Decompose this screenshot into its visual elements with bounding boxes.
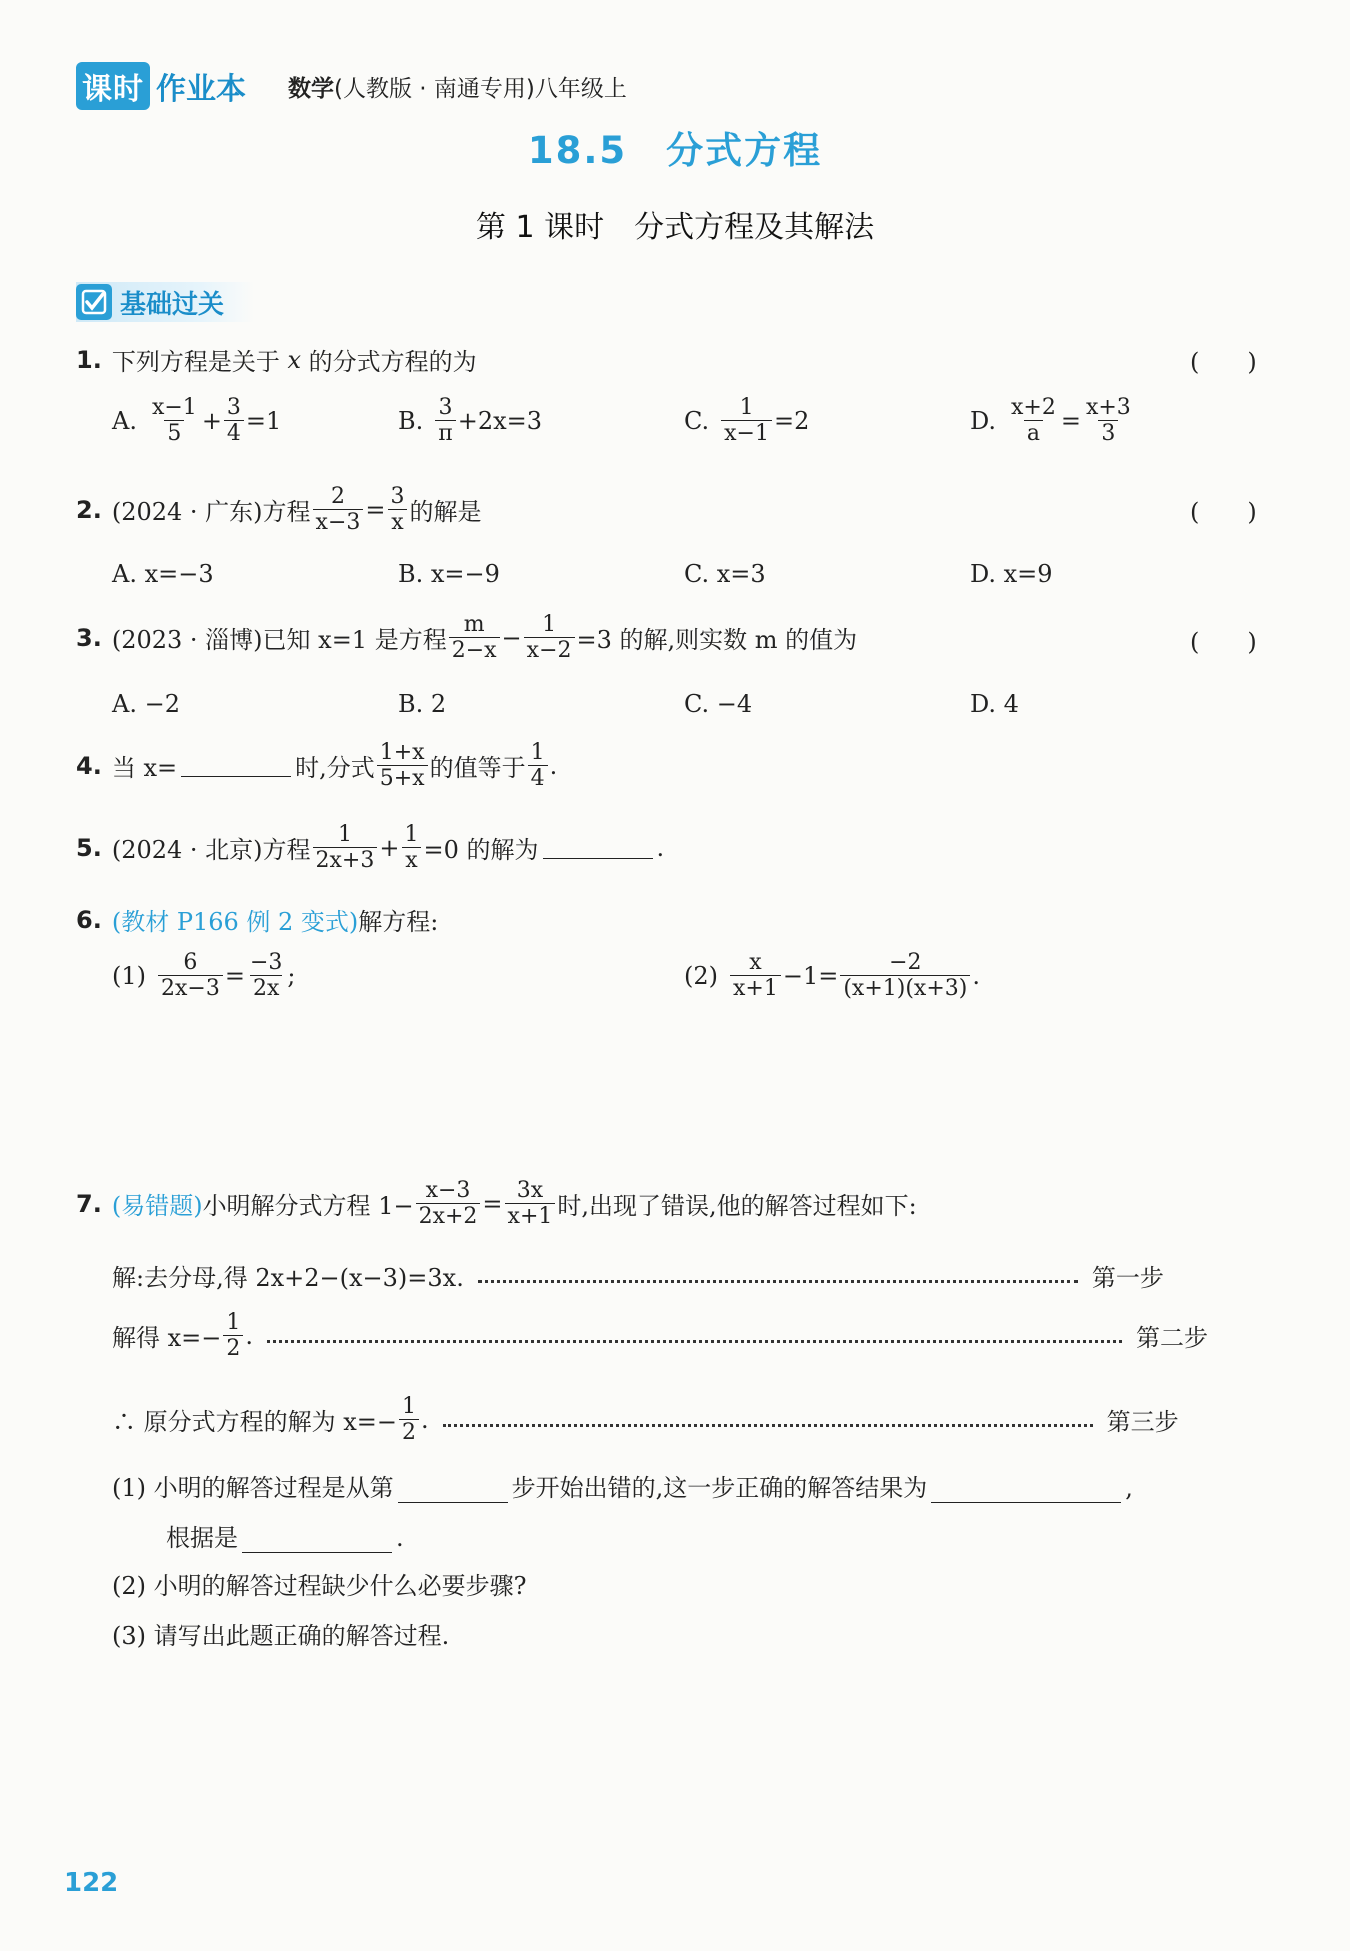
denominator: 2x+3 bbox=[313, 847, 378, 873]
subquestion-7-2: (2) 小明的解答过程缺少什么必要步骤? bbox=[112, 1572, 527, 1600]
solution-step-3 bbox=[112, 1394, 1179, 1446]
option-label: A. bbox=[112, 406, 137, 435]
question-2 bbox=[76, 484, 481, 536]
operator: = bbox=[1060, 406, 1081, 435]
fraction bbox=[524, 612, 575, 664]
denominator: 4 bbox=[528, 765, 548, 791]
question-text: 小明解分式方程 1− bbox=[202, 1192, 414, 1221]
answer-blank[interactable] bbox=[543, 836, 653, 859]
leader-dots bbox=[478, 1280, 1078, 1283]
question-source: (2024 · 北京) bbox=[111, 836, 263, 865]
solution-step-1 bbox=[112, 1258, 1164, 1293]
question-number: 7. bbox=[76, 1189, 102, 1218]
question-text: 方程 bbox=[262, 836, 311, 865]
option-label: D. bbox=[970, 406, 997, 435]
option-c: C. x=3 bbox=[684, 560, 766, 588]
operator: + bbox=[201, 406, 222, 435]
denominator: 2x+2 bbox=[416, 1203, 481, 1229]
variable: x bbox=[287, 345, 302, 374]
fraction bbox=[158, 950, 223, 1002]
subject-rest: (人教版 · 南通专用)八年级上 bbox=[334, 76, 627, 102]
operator: + bbox=[379, 833, 400, 862]
numerator: x+2 bbox=[1011, 395, 1056, 420]
question-number: 4. bbox=[76, 751, 102, 780]
question-text: =0 的解为 bbox=[423, 836, 539, 865]
sub-label: (2) bbox=[684, 961, 718, 990]
denominator: π bbox=[435, 420, 455, 446]
numerator: 6 bbox=[183, 950, 198, 975]
fraction bbox=[505, 1178, 556, 1230]
answer-blank[interactable] bbox=[931, 1480, 1121, 1503]
question-6 bbox=[76, 902, 438, 937]
question-source: (2023 · 淄博) bbox=[111, 626, 263, 655]
numerator: m bbox=[463, 612, 485, 637]
denominator: 2−x bbox=[449, 637, 500, 663]
option-a bbox=[112, 395, 281, 447]
punctuation: . bbox=[396, 1524, 404, 1552]
denominator: x−3 bbox=[313, 509, 364, 535]
numerator: 3 bbox=[226, 395, 241, 420]
numerator: 1 bbox=[226, 1310, 241, 1335]
denominator: x bbox=[402, 847, 420, 873]
numerator: x+3 bbox=[1085, 395, 1131, 420]
question-3 bbox=[76, 612, 857, 664]
leader-dots bbox=[443, 1424, 1093, 1427]
operator: −1= bbox=[782, 961, 839, 990]
solution-step-2 bbox=[112, 1310, 1208, 1362]
question-text: 当 x= bbox=[111, 754, 178, 783]
punctuation: . bbox=[549, 751, 558, 780]
punctuation: . bbox=[421, 1405, 429, 1434]
numerator: 1 bbox=[404, 822, 419, 847]
answer-paren: ( ) bbox=[1190, 348, 1257, 376]
denominator: 5 bbox=[164, 420, 184, 446]
option-label: B. bbox=[398, 406, 424, 435]
numerator: 3 bbox=[390, 484, 405, 509]
fraction bbox=[149, 395, 200, 447]
denominator: x−2 bbox=[524, 637, 575, 663]
question-text: 下列方程是关于 bbox=[111, 348, 280, 376]
option-a: A. x=−3 bbox=[112, 560, 214, 588]
denominator: x+1 bbox=[505, 1203, 556, 1229]
question-4 bbox=[76, 740, 557, 792]
numerator: 1 bbox=[402, 1394, 417, 1419]
question-source: (易错题) bbox=[111, 1192, 203, 1221]
answer-blank[interactable] bbox=[242, 1530, 392, 1553]
numerator: 3x bbox=[516, 1178, 544, 1203]
fraction bbox=[313, 484, 364, 536]
question-text: 已知 x=1 是方程 bbox=[262, 626, 447, 655]
brand-logo bbox=[76, 62, 246, 110]
question-text: 的解是 bbox=[409, 498, 482, 527]
denominator: x−1 bbox=[721, 420, 772, 446]
step-text: ∴ 原分式方程的解为 x=− bbox=[112, 1408, 398, 1437]
leader-dots bbox=[267, 1340, 1122, 1343]
step-text: 解:去分母,得 2x+2−(x−3)=3x. bbox=[112, 1264, 464, 1292]
fraction bbox=[435, 395, 455, 447]
fraction bbox=[401, 822, 421, 874]
question-text: 方程 bbox=[262, 498, 311, 527]
option-a: A. −2 bbox=[112, 690, 180, 718]
denominator: x bbox=[388, 509, 406, 535]
subquestion-1 bbox=[112, 950, 295, 1002]
operator: = bbox=[482, 1189, 503, 1218]
option-d: D. 4 bbox=[970, 690, 1019, 718]
option-rest: +2x=3 bbox=[457, 406, 543, 435]
answer-paren: ( ) bbox=[1190, 628, 1257, 656]
option-c bbox=[684, 395, 809, 447]
denominator: 2x−3 bbox=[158, 975, 223, 1001]
denominator: 3 bbox=[1098, 420, 1118, 446]
question-text: 解方程: bbox=[358, 908, 439, 936]
section-title: 18.5 分式方程 bbox=[527, 129, 823, 172]
subject-line bbox=[288, 70, 627, 103]
fraction bbox=[313, 822, 378, 874]
operator: − bbox=[501, 623, 522, 652]
lesson-title: 第 1 课时 分式方程及其解法 bbox=[475, 210, 875, 245]
option-d bbox=[970, 395, 1136, 447]
denominator: a bbox=[1024, 420, 1043, 446]
operator: = bbox=[365, 495, 386, 524]
numerator: x−3 bbox=[425, 1178, 471, 1203]
answer-paren: ( ) bbox=[1190, 498, 1257, 526]
checkmark-icon bbox=[76, 284, 112, 320]
fraction bbox=[399, 1394, 419, 1446]
denominator: 2 bbox=[399, 1419, 419, 1445]
question-source: (教材 P166 例 2 变式) bbox=[111, 908, 359, 936]
step-label: 第三步 bbox=[1106, 1408, 1179, 1437]
question-number: 2. bbox=[76, 495, 102, 524]
numerator: 2 bbox=[330, 484, 345, 509]
numerator: 1 bbox=[739, 395, 754, 420]
question-text: 时,分式 bbox=[295, 754, 375, 783]
fraction bbox=[247, 950, 285, 1002]
question-number: 3. bbox=[76, 623, 102, 652]
option-d: D. x=9 bbox=[970, 560, 1053, 588]
numerator: x bbox=[749, 950, 762, 975]
question-number: 1. bbox=[76, 345, 102, 374]
section-badge bbox=[76, 282, 254, 322]
question-text: =3 的解,则实数 m 的值为 bbox=[576, 626, 858, 655]
fraction bbox=[377, 740, 428, 792]
denominator: (x+1)(x+3) bbox=[840, 975, 970, 1001]
punctuation: . bbox=[656, 833, 665, 862]
question-number: 5. bbox=[76, 833, 102, 862]
numerator: 1 bbox=[542, 612, 557, 637]
option-b: B. 2 bbox=[398, 690, 447, 718]
numerator: 1 bbox=[530, 740, 545, 765]
sub-text: 步开始出错的,这一步正确的解答结果为 bbox=[511, 1474, 928, 1502]
answer-blank[interactable] bbox=[398, 1480, 508, 1503]
denominator: 5+x bbox=[377, 765, 428, 791]
fraction bbox=[721, 395, 772, 447]
brand-highlight: 课时 bbox=[76, 62, 150, 110]
fraction bbox=[449, 612, 500, 664]
numerator: x−1 bbox=[151, 395, 197, 420]
numerator: 1+x bbox=[379, 740, 425, 765]
subject-bold: 数学 bbox=[288, 76, 334, 102]
punctuation: . bbox=[245, 1321, 254, 1350]
brand-rest: 作业本 bbox=[156, 72, 246, 107]
fraction bbox=[730, 950, 781, 1002]
numerator: 1 bbox=[337, 822, 352, 847]
option-label: C. bbox=[684, 406, 710, 435]
fraction bbox=[1083, 395, 1134, 447]
page-number: 122 bbox=[64, 1868, 119, 1898]
punctuation: , bbox=[1125, 1474, 1133, 1502]
punctuation: ; bbox=[287, 961, 296, 990]
numerator: −2 bbox=[889, 950, 922, 975]
fraction bbox=[224, 395, 244, 447]
step-label: 第二步 bbox=[1136, 1324, 1209, 1353]
subquestion-7-3: (3) 请写出此题正确的解答过程. bbox=[112, 1622, 450, 1650]
subquestion-2 bbox=[684, 950, 980, 1002]
punctuation: . bbox=[972, 961, 980, 990]
denominator: 2 bbox=[223, 1335, 243, 1361]
operator: = bbox=[224, 961, 245, 990]
sub-text: 根据是 bbox=[166, 1524, 238, 1552]
fraction bbox=[416, 1178, 481, 1230]
option-rest: =2 bbox=[773, 406, 810, 435]
denominator: 4 bbox=[224, 420, 244, 446]
question-text: 时,出现了错误,他的解答过程如下: bbox=[557, 1192, 917, 1221]
fraction bbox=[528, 740, 548, 792]
question-source: (2024 · 广东) bbox=[111, 498, 263, 527]
question-1 bbox=[76, 342, 477, 377]
fraction bbox=[387, 484, 407, 536]
step-text: 解得 x=− bbox=[112, 1324, 222, 1353]
denominator: 2x bbox=[250, 975, 282, 1001]
question-text: 的值等于 bbox=[429, 754, 526, 783]
option-rest: =1 bbox=[245, 406, 282, 435]
denominator: x+1 bbox=[730, 975, 781, 1001]
question-7 bbox=[76, 1178, 917, 1230]
step-label: 第一步 bbox=[1091, 1264, 1164, 1292]
question-5 bbox=[76, 822, 664, 874]
numerator: −3 bbox=[249, 950, 283, 975]
option-c: C. −4 bbox=[684, 690, 753, 718]
numerator: 3 bbox=[438, 395, 453, 420]
question-number: 6. bbox=[76, 905, 102, 934]
fraction bbox=[1008, 395, 1059, 447]
fraction bbox=[223, 1310, 243, 1362]
sub-text: (1) 小明的解答过程是从第 bbox=[112, 1474, 394, 1502]
option-b: B. x=−9 bbox=[398, 560, 500, 588]
sub-label: (1) bbox=[112, 961, 146, 990]
question-text: 的分式方程的为 bbox=[308, 348, 477, 376]
fraction bbox=[840, 950, 970, 1002]
option-b bbox=[398, 395, 542, 447]
subquestion-7-1-cont bbox=[166, 1518, 404, 1553]
badge-label: 基础过关 bbox=[120, 289, 225, 320]
subquestion-7-1 bbox=[112, 1468, 1133, 1503]
answer-blank[interactable] bbox=[181, 754, 291, 777]
